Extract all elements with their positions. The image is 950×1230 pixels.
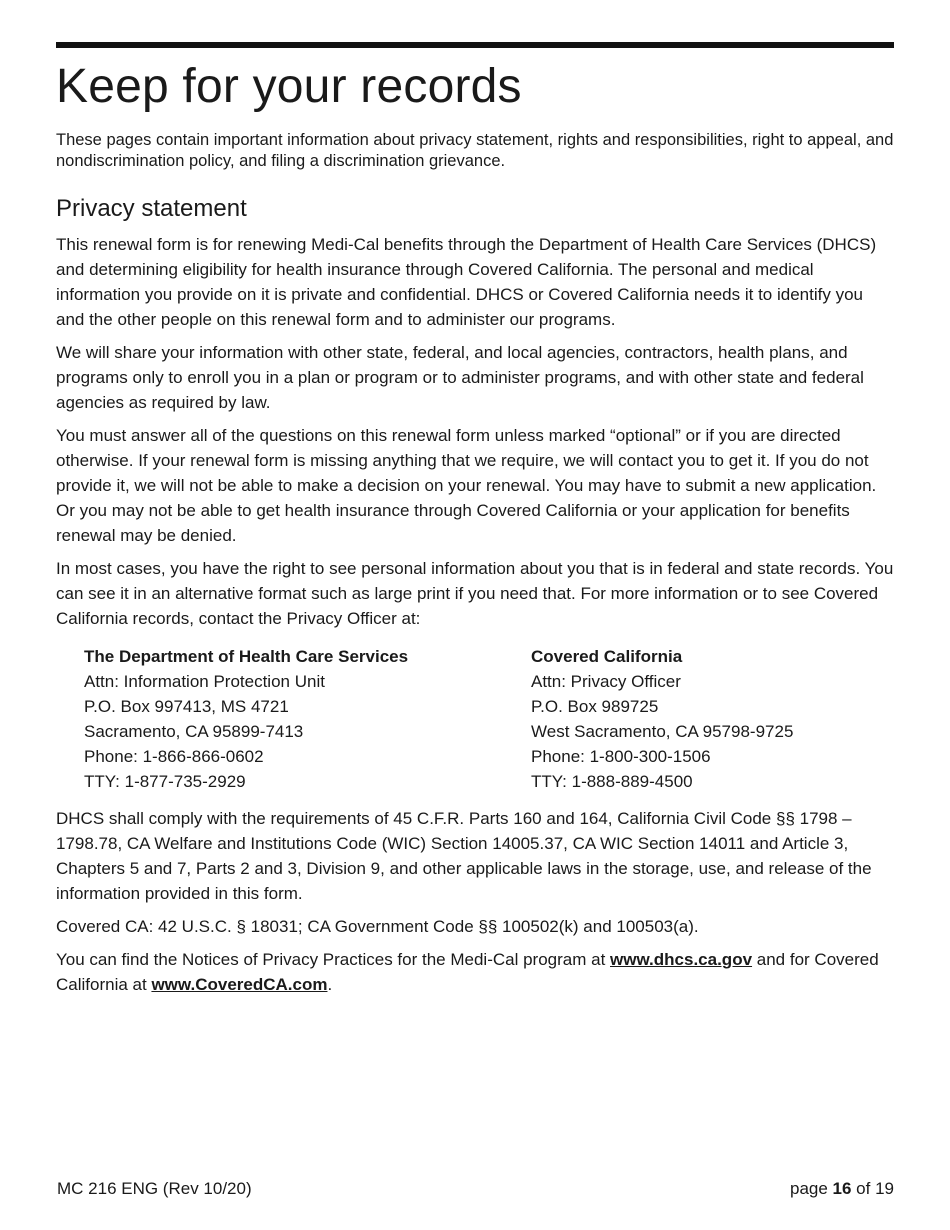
page-total: of 19 xyxy=(851,1179,894,1198)
covered-ca-code: Covered CA: 42 U.S.C. § 18031; CA Government Code §§ 100502(k) and 100503(a). xyxy=(56,917,699,936)
privacy-paragraph-2: We will share your information with other state, federal, and local agencies, contractors, health plans, and programs only to enroll you in a plan or program or to administer programs, and with other state and federal agencies as required by law. xyxy=(56,343,864,412)
privacy-statement-heading: Privacy statement xyxy=(56,195,247,222)
notices-text-pre: You can find the Notices of Privacy Practices for the Medi-Cal program at xyxy=(56,950,611,969)
page-word: page xyxy=(789,1179,833,1198)
dhcs-website-link[interactable]: www.dhcs.ca.gov xyxy=(610,950,753,969)
notices-text-mid: and for Covered California at xyxy=(56,950,879,994)
notices-text-post: . xyxy=(327,975,333,994)
compliance-paragraph: DHCS shall comply with the requirements of 45 C.F.R. Parts 160 and 164, California Civil Code §§ 1798 – 1798.78, CA Welfare and Institutions Code (WIC) Section 14005.37, CA WIC Section 14011 and Article 3, Chapters 5 and 7, Parts 2 and 3, Division 9, and other applicable laws in the storage, use, and release of the information provided in this form. xyxy=(56,809,872,903)
dhcs-city: Sacramento, CA 95899-7413 xyxy=(84,722,304,741)
current-page: 16 xyxy=(832,1179,852,1198)
contact-addresses xyxy=(84,644,894,794)
coveredca-website-link[interactable]: www.CoveredCA.com xyxy=(151,975,328,994)
covered-phone: Phone: 1-800-300-1506 xyxy=(531,747,711,766)
notices-paragraph xyxy=(56,947,894,997)
covered-po-box: P.O. Box 989725 xyxy=(531,697,659,716)
dhcs-tty: TTY: 1-877-735-2929 xyxy=(84,772,246,791)
document-page xyxy=(56,42,894,997)
form-id: MC 216 ENG (Rev 10/20) xyxy=(57,1179,252,1198)
dhcs-po-box: P.O. Box 997413, MS 4721 xyxy=(84,697,289,716)
covered-attn: Attn: Privacy Officer xyxy=(531,672,681,691)
privacy-paragraph-4: In most cases, you have the right to see personal information about you that is in federal and state records. You can see it in an alternative format such as large print if you need that. For more information or to see Covered California records, contact the Privacy Officer at: xyxy=(56,559,894,628)
page-heading: Keep for your records xyxy=(56,60,522,113)
dhcs-name: The Department of Health Care Services xyxy=(84,647,409,666)
dhcs-phone: Phone: 1-866-866-0602 xyxy=(84,747,264,766)
covered-tty: TTY: 1-888-889-4500 xyxy=(531,772,693,791)
dhcs-attn: Attn: Information Protection Unit xyxy=(84,672,325,691)
covered-california-contact xyxy=(531,644,894,794)
page-number xyxy=(790,1178,894,1200)
privacy-paragraph-3: You must answer all of the questions on this renewal form unless marked “optional” or if you are directed otherwise. If your renewal form is missing anything that we require, we will contact you to get it. If you do not provide it, we will not be able to make a decision on your renewal. You may have to submit a new application. Or you may not be able to get health insurance through Covered California or your application for benefits renewal may be denied. xyxy=(56,426,877,545)
covered-city: West Sacramento, CA 95798-9725 xyxy=(531,722,794,741)
top-rule xyxy=(56,42,894,48)
covered-name: Covered California xyxy=(531,647,683,666)
dhcs-contact xyxy=(84,644,531,794)
privacy-paragraph-1: This renewal form is for renewing Medi-Cal benefits through the Department of Health Care Services (DHCS) and determining eligibility for health insurance through Covered California. The personal and medical information you provide on it is private and confidential. DHCS or Covered California needs it to identify you and the other people on this renewal form and to administer our programs. xyxy=(56,235,877,329)
page-footer xyxy=(57,1178,894,1200)
intro-text: These pages contain important information about privacy statement, rights and responsibilities, right to appeal, and nondiscrimination policy, and filing a discrimination grievance. xyxy=(56,131,894,170)
